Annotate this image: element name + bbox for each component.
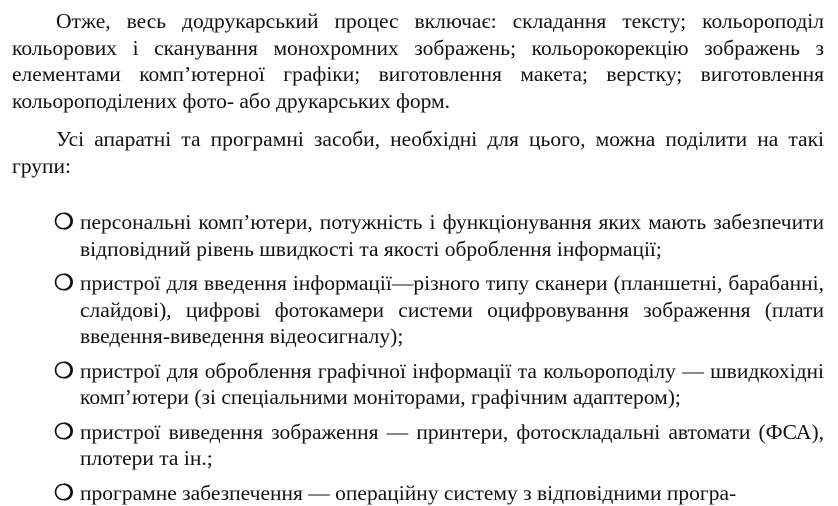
paragraph-prepress-process: Отже, весь додрукарський процес включає: складання тексту; кольороподіл кольорових і сканування монохромних зображень; кольорокорекцію зображень з елементами комп’ютерної графіки; виготовлення макета; верстку; виготовлення кольороподілених фото- або друкарських форм. bbox=[12, 8, 824, 114]
list-item bbox=[60, 480, 824, 506]
list-item-text: програмне забезпечення — операційну систему з відповідними програ- bbox=[80, 481, 736, 505]
circle-bullet-icon: ❍ bbox=[54, 358, 74, 385]
list-item bbox=[60, 209, 824, 262]
list-item bbox=[60, 270, 824, 350]
list-item bbox=[60, 358, 824, 411]
list-item-text: пристрої для оброблення графічної інформації та кольороподілу — швидкохідні комп’ютери (зі спеціальними моніторами, графічним адаптером); bbox=[80, 359, 824, 410]
list-item bbox=[60, 419, 824, 472]
circle-bullet-icon: ❍ bbox=[54, 480, 74, 506]
list-item-text: пристрої виведення зображення — принтери, фотоскладальні автомати (ФСА), плотери та ін.; bbox=[80, 420, 824, 471]
list-item-text: пристрої для введення інформації—різного типу сканери (планшетні, барабанні, слайдові), цифрові фотокамери системи оцифровування зображення (плати введення-виведення відеосигналу); bbox=[80, 271, 824, 348]
list-item-text: персональні комп’ютери, потужність і функціонування яких мають забезпечити відповідний рівень швидкості та якості оброблення інформації; bbox=[80, 210, 824, 261]
circle-bullet-icon: ❍ bbox=[54, 419, 74, 446]
circle-bullet-icon: ❍ bbox=[54, 209, 74, 236]
circle-bullet-icon: ❍ bbox=[54, 270, 74, 297]
equipment-groups-list bbox=[12, 209, 824, 506]
paragraph-groups-intro: Усі апаратні та програмні засоби, необхідні для цього, можна поділити на такі групи: bbox=[12, 126, 824, 179]
